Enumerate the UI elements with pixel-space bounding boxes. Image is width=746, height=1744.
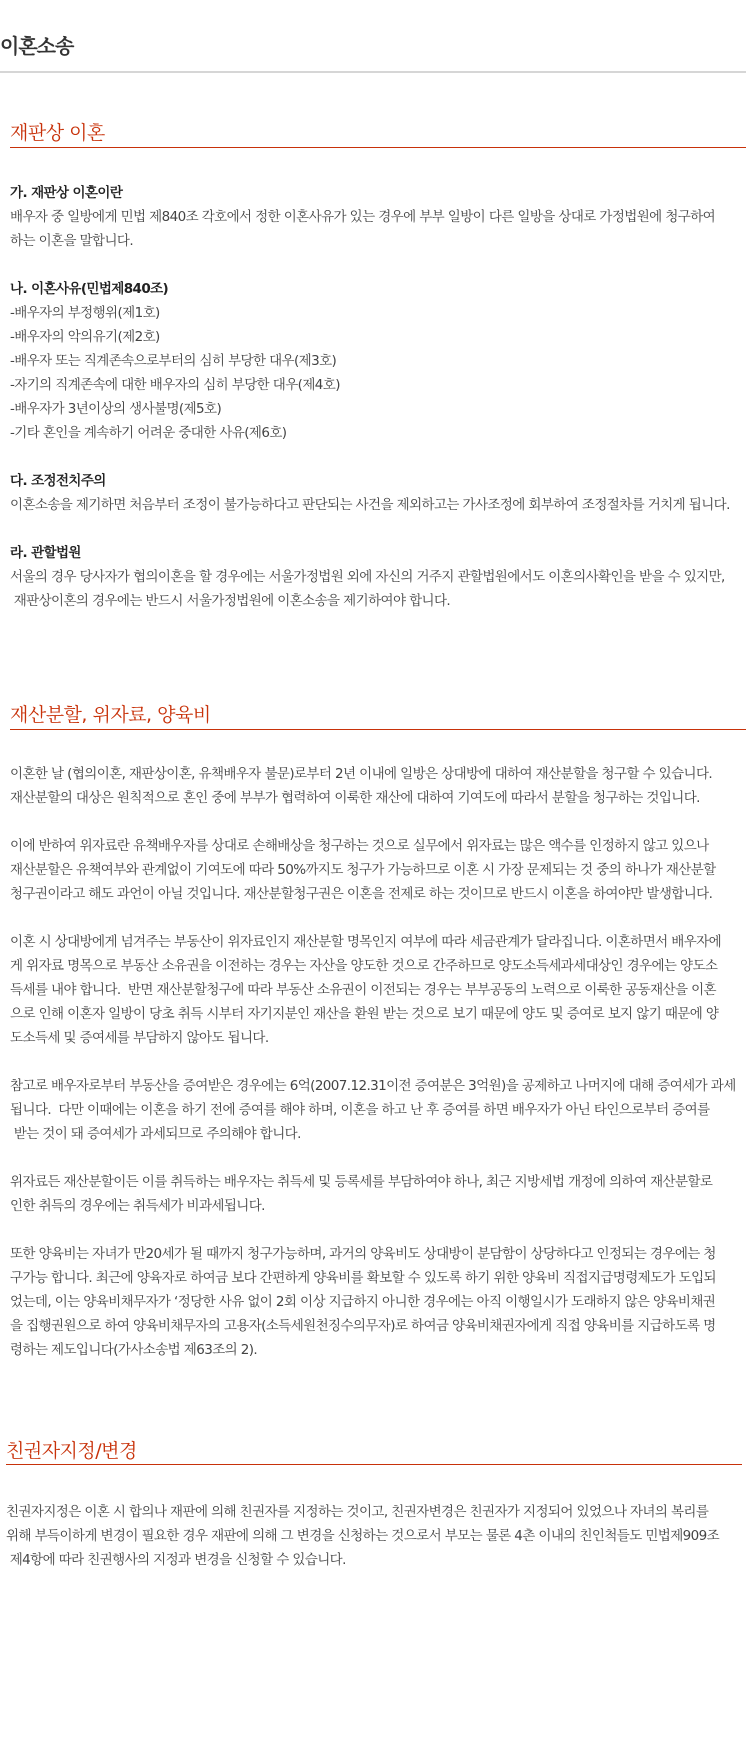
section-title-judicial-divorce: 재판상 이혼 xyxy=(10,122,105,144)
text-line: 득세를 내야 합니다. 반면 재산분할청구에 따라 부동산 소유권이 이전되는 경우는 부부공동의 노력으로 이룩한 공동재산을 이혼 xyxy=(10,982,716,998)
paragraph xyxy=(6,1500,719,1572)
text-line: -배우자가 3년이상의 생사불명(제5호) xyxy=(10,401,222,417)
text-line: -배우자 또는 직계존속으로부터의 심히 부당한 대우(제3호) xyxy=(10,353,337,369)
section-title-custody-designation: 친권자지정/변경 xyxy=(6,1440,137,1462)
paragraph xyxy=(10,834,716,906)
page-title: 이혼소송 xyxy=(0,34,74,58)
item-heading: 다. 조정전치주의 xyxy=(10,473,106,489)
text-line: 재판상이혼의 경우에는 반드시 서울가정법원에 이혼소송을 제기하여야 합니다. xyxy=(10,593,451,609)
text-line: 또한 양육비는 자녀가 만20세가 될 때까지 청구가능하며, 과거의 양육비도 상대방이 분담함이 상당하다고 인정되는 경우에는 청 xyxy=(10,1246,716,1262)
text-line: -자기의 직계존속에 대한 배우자의 심히 부당한 대우(제4호) xyxy=(10,377,340,393)
section-divider xyxy=(6,1464,742,1465)
text-line: 도소득세 및 증여세를 부담하지 않아도 됩니다. xyxy=(10,1030,269,1046)
text-line: 이혼한 날 (협의이혼, 재판상이혼, 유책배우자 불문)로부터 2년 이내에 일방은 상대방에 대하여 재산분할을 청구할 수 있습니다. xyxy=(10,766,713,782)
text-line: 으로 인해 이혼자 일방이 당초 취득 시부터 자기지분인 재산을 환원 받는 것으로 보기 때문에 양도 및 증여로 보지 않기 때문에 양 xyxy=(10,1006,719,1022)
text-line: 이혼 시 상대방에게 넘겨주는 부동산이 위자료인지 재산분할 명목인지 여부에 따라 세금관계가 달라집니다. 이혼하면서 배우자에 xyxy=(10,934,722,950)
section-divider xyxy=(10,147,746,148)
text-line: -기타 혼인을 계속하기 어려운 중대한 사유(제6호) xyxy=(10,425,287,441)
text-line: 위해 부득이하게 변경이 필요한 경우 재판에 의해 그 변경을 신청하는 것으로서 부모는 물론 4촌 이내의 친인척들도 민법제909조 xyxy=(6,1528,720,1544)
judicial-divorce-definition xyxy=(10,181,715,253)
divorce-grounds xyxy=(10,277,340,445)
text-line: 받는 것이 돼 증여세가 과세되므로 주의해야 합니다. xyxy=(10,1126,301,1142)
text-line: 령하는 제도입니다(가사소송법 제63조의 2). xyxy=(10,1342,258,1358)
paragraph xyxy=(10,1242,716,1362)
item-heading: 라. 관할법원 xyxy=(10,545,81,561)
text-line: 인한 취득의 경우에는 취득세가 비과세됩니다. xyxy=(10,1198,265,1214)
text-line: 서울의 경우 당사자가 협의이혼을 할 경우에는 서울가정법원 외에 자신의 거주지 관할법원에서도 이혼의사확인을 받을 수 있지만, xyxy=(10,569,725,585)
paragraph xyxy=(10,1074,736,1146)
text-line: 이혼소송을 제기하면 처음부터 조정이 불가능하다고 판단되는 사건을 제외하고는 가사조정에 회부하여 조정절차를 거치게 됩니다. xyxy=(10,497,730,513)
item-heading: 가. 재판상 이혼이란 xyxy=(10,185,123,201)
text-line: 청구권이라고 해도 과언이 아닐 것입니다. 재산분할청구권은 이혼을 전제로 하는 것이므로 반드시 이혼을 하여야만 발생합니다. xyxy=(10,886,713,902)
text-line: 배우자 중 일방에게 민법 제840조 각호에서 정한 이혼사유가 있는 경우에 부부 일방이 다른 일방을 상대로 가정법원에 청구하여 xyxy=(10,209,716,225)
mediation-first-principle xyxy=(10,469,730,517)
text-line: -배우자의 부정행위(제1호) xyxy=(10,305,160,321)
section-title-property-alimony-support: 재산분할, 위자료, 양육비 xyxy=(10,704,211,726)
page-title-divider xyxy=(0,71,746,73)
text-line: 하는 이혼을 말합니다. xyxy=(10,233,134,249)
paragraph xyxy=(10,1170,712,1218)
section-divider xyxy=(10,729,746,730)
text-line: 재산분할은 유책여부와 관계없이 기여도에 따라 50%까지도 청구가 가능하므로 이혼 시 가장 문제되는 것 중의 하나가 재산분할 xyxy=(10,862,716,878)
text-line: 위자료든 재산분할이든 이를 취득하는 배우자는 취득세 및 등록세를 부담하여야 하나, 최근 지방세법 개정에 의하여 재산분할로 xyxy=(10,1174,713,1190)
text-line: 구가능 합니다. 최근에 양육자로 하여금 보다 간편하게 양육비를 확보할 수 있도록 하기 위한 양육비 직접지급명령제도가 도입되 xyxy=(10,1270,716,1286)
text-line: 됩니다. 다만 이때에는 이혼을 하기 전에 증여를 해야 하며, 이혼을 하고 난 후 증여를 하면 배우자가 아닌 타인으로부터 증여를 xyxy=(10,1102,710,1118)
text-line: 게 위자료 명목으로 부동산 소유권을 이전하는 경우는 자산을 양도한 것으로 간주하므로 양도소득세과세대상인 경우에는 양도소 xyxy=(10,958,718,974)
paragraph xyxy=(10,762,712,810)
text-line: 이에 반하여 위자료란 유책배우자를 상대로 손해배상을 청구하는 것으로 실무에서 위자료는 많은 액수를 인정하지 않고 있으나 xyxy=(10,838,709,854)
text-line: 었는데, 이는 양육비채무자가 ‘정당한 사유 없이 2회 이상 지급하지 아니한 경우에는 아직 이행일시가 도래하지 않은 양육비채권 xyxy=(10,1294,716,1310)
text-line: 친권자지정은 이혼 시 합의나 재판에 의해 친권자를 지정하는 것이고, 친권자변경은 친권자가 지정되어 있었으나 자녀의 복리를 xyxy=(6,1504,709,1520)
text-line: 을 집행권원으로 하여 양육비채무자의 고용자(소득세원천징수의무자)로 하여금 양육비채권자에게 직접 양육비를 지급하도록 명 xyxy=(10,1318,716,1334)
text-line: 재산분할의 대상은 원칙적으로 혼인 중에 부부가 협력하여 이룩한 재산에 대하여 기여도에 따라서 분할을 청구하는 것입니다. xyxy=(10,790,700,806)
item-heading: 나. 이혼사유(민법제840조) xyxy=(10,281,169,297)
text-line: 참고로 배우자로부터 부동산을 증여받은 경우에는 6억(2007.12.31이전 증여분은 3억원)을 공제하고 나머지에 대해 증여세가 과세 xyxy=(10,1078,736,1094)
text-line: 제4항에 따라 친권행사의 지정과 변경을 신청할 수 있습니다. xyxy=(6,1552,346,1568)
competent-court xyxy=(10,541,725,613)
text-line: -배우자의 악의유기(제2호) xyxy=(10,329,160,345)
paragraph xyxy=(10,930,721,1050)
